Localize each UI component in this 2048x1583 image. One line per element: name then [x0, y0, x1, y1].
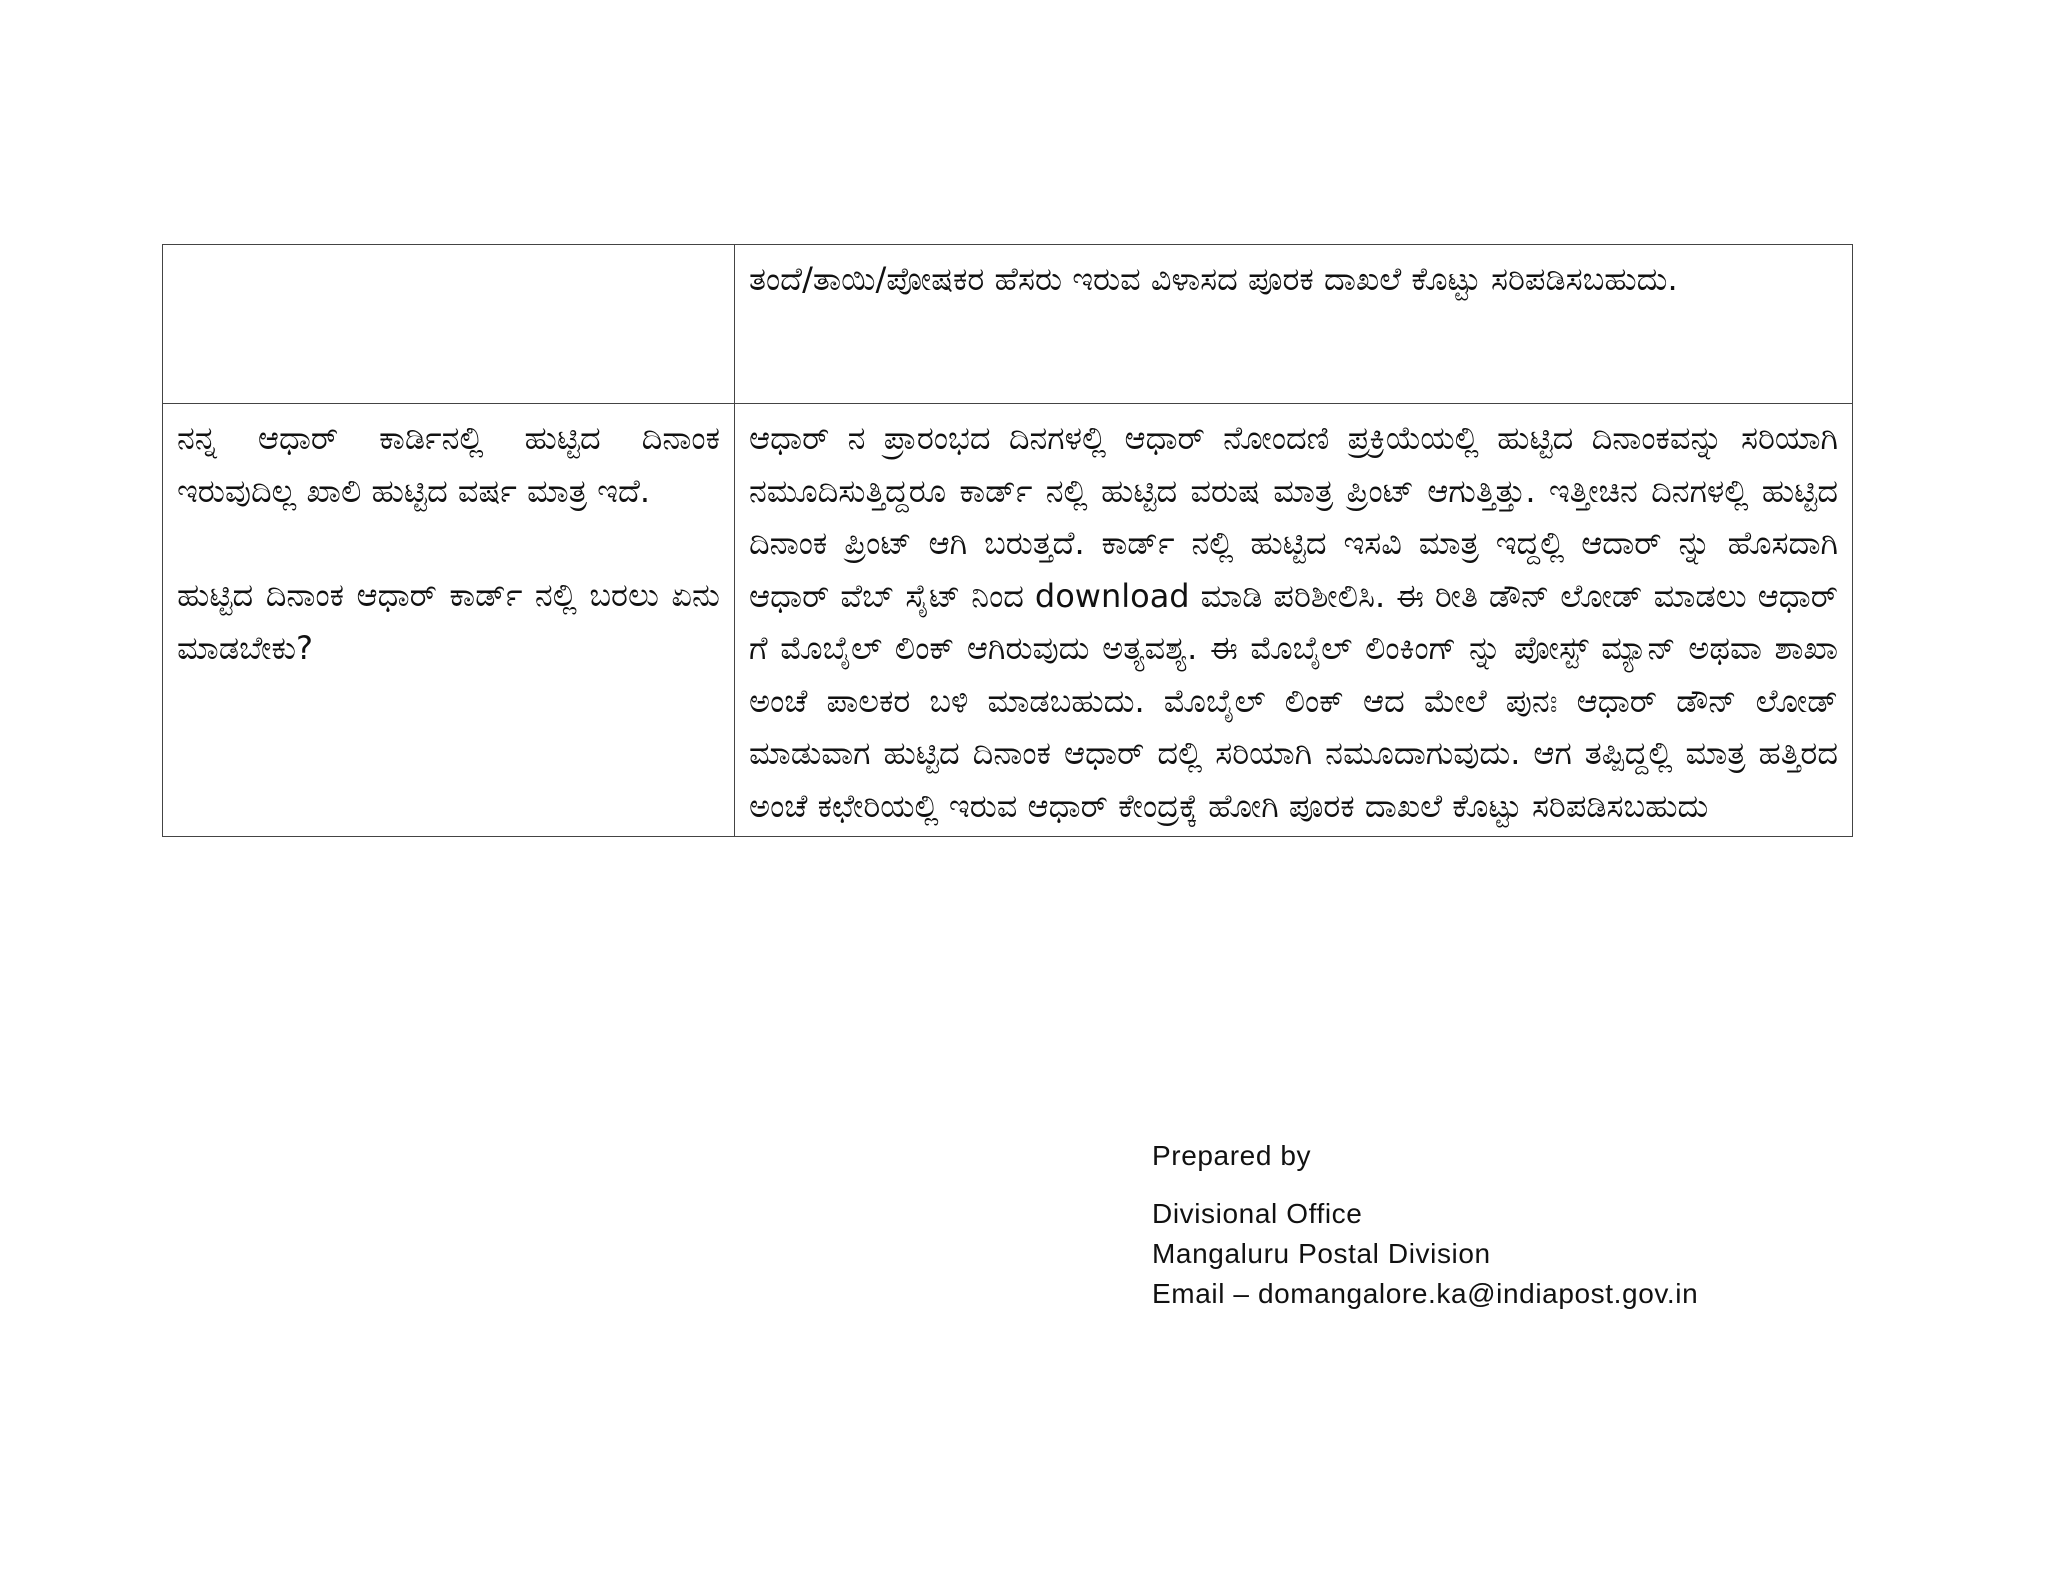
email-address: Email – domangalore.ka@indiapost.gov.in [1152, 1278, 1699, 1309]
answer-cell [735, 245, 1853, 404]
answer-text: ತಂದೆ/ತಾಯಿ/ಪೋಷಕರ ಹೆಸರು ಇರುವ ವಿಳಾಸದ ಪೂರಕ ದಾಖಲೆ ಕೊಟ್ಟು ಸರಿಪಡಿಸಬಹುದು. [749, 260, 1678, 298]
table-row [163, 245, 1853, 404]
table-row [163, 404, 1853, 837]
division-name: Mangaluru Postal Division [1152, 1238, 1491, 1269]
question-text: ನನ್ನ ಆಧಾರ್ ಕಾರ್ಡಿನಲ್ಲಿ ಹುಟ್ಟಿದ ದಿನಾಂಕ ಇರುವುದಿಲ್ಲ ಖಾಲಿ ಹುಟ್ಟಿದ ವರ್ಷ ಮಾತ್ರ ಇದೆ. [177, 419, 720, 510]
question-text: ಹುಟ್ಟಿದ ದಿನಾಂಕ ಆಧಾರ್ ಕಾರ್ಡ್ ನಲ್ಲಿ ಬರಲು ಏನು ಮಾಡಬೇಕು? [177, 576, 720, 667]
question-cell [163, 404, 735, 837]
office-name: Divisional Office [1152, 1198, 1363, 1229]
faq-table [162, 244, 1853, 837]
question-cell [163, 245, 735, 404]
paragraph-gap [177, 517, 720, 569]
answer-cell [735, 404, 1853, 837]
answer-text: ಆಧಾರ್ ನ ಪ್ರಾರಂಭದ ದಿನಗಳಲ್ಲಿ ಆಧಾರ್ ನೋಂದಣಿ ಪ್ರಕ್ರಿಯೆಯಲ್ಲಿ ಹುಟ್ಟಿದ ದಿನಾಂಕವನ್ನು ಸರಿಯಾಗಿ ನಮೂದಿಸುತ್ತಿದ್ದರೂ ಕಾರ್ಡ್ ನಲ್ಲಿ ಹುಟ್ಟಿದ ವರುಷ ಮಾತ್ರ ಪ್ರಿಂಟ್ ಆಗುತ್ತಿತ್ತು. ಇತ್ತೀಚಿನ ದಿನಗಳಲ್ಲಿ ಹುಟ್ಟಿದ ದಿನಾಂಕ ಪ್ರಿಂಟ್ ಆಗಿ ಬರುತ್ತದೆ. ಕಾರ್ಡ್ ನಲ್ಲಿ ಹುಟ್ಟಿದ ಇಸವಿ ಮಾತ್ರ ಇದ್ದಲ್ಲಿ ಆದಾರ್ ನ್ನು ಹೊಸದಾಗಿ ಆಧಾರ್ ವೆಬ್ ಸೈಟ್ ನಿಂದ download ಮಾಡಿ ಪರಿಶೀಲಿಸಿ. ಈ ರೀತಿ ಡೌನ್ ಲೋಡ್ ಮಾಡಲು ಆಧಾರ್ ಗೆ ಮೊಬೈಲ್ ಲಿಂಕ್ ಆಗಿರುವುದು ಅತ್ಯವಶ್ಯ. ಈ ಮೊಬೈಲ್ ಲಿಂಕಿಂಗ್ ನ್ನು ಪೋಸ್ಟ್ ಮ್ಯಾನ್ ಅಥವಾ ಶಾಖಾ ಅಂಚೆ ಪಾಲಕರ ಬಳಿ ಮಾಡಬಹುದು. ಮೊಬೈಲ್ ಲಿಂಕ್ ಆದ ಮೇಲೆ ಪುನಃ ಆಧಾರ್ ಡೌನ್ ಲೋಡ್ ಮಾಡುವಾಗ ಹುಟ್ಟಿದ ದಿನಾಂಕ ಆಧಾರ್ ದಲ್ಲಿ ಸರಿಯಾಗಿ ನಮೂದಾಗುವುದು. ಆಗ ತಪ್ಪಿದ್ದಲ್ಲಿ ಮಾತ್ರ ಹತ್ತಿರದ ಅಂಚೆ ಕಛೇರಿಯಲ್ಲಿ ಇರುವ ಆಧಾರ್ ಕೇಂದ್ರಕ್ಕೆ ಹೋಗಿ ಪೂರಕ ದಾಖಲೆ ಕೊಟ್ಟು ಸರಿಪಡಿಸಬಹುದು [749, 419, 1838, 825]
prepared-by-block [1152, 1140, 1698, 1310]
prepared-by-label: Prepared by [1152, 1140, 1312, 1171]
